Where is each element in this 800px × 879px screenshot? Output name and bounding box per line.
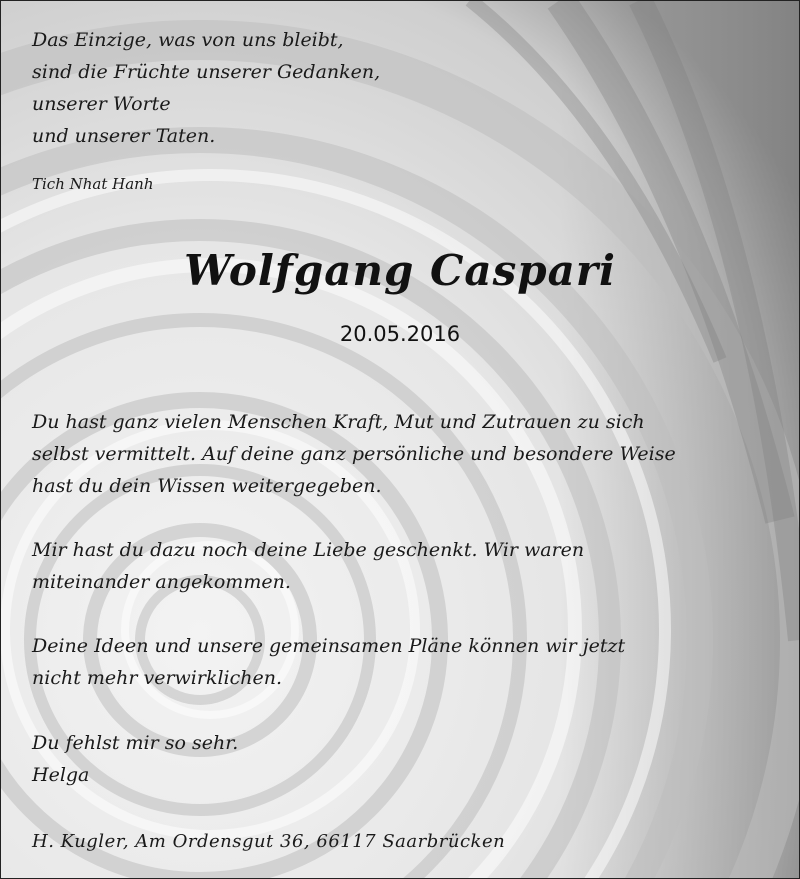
message-line: nicht mehr verwirklichen. — [32, 667, 283, 689]
message-line: hast du dein Wissen weitergegeben. — [32, 475, 382, 497]
signature-name: Helga — [32, 764, 90, 786]
deceased-name: Wolfgang Caspari — [184, 246, 616, 295]
message-paragraph — [32, 406, 752, 502]
message-line: selbst vermittelt. Auf deine ganz persönliche und besondere Weise — [32, 443, 676, 465]
sender-address: H. Kugler, Am Ordensgut 36, 66117 Saarbrücken — [32, 831, 506, 852]
date-of-death: 20.05.2016 — [339, 322, 461, 346]
quote-block — [32, 24, 752, 152]
closing-paragraph — [32, 727, 752, 791]
message-line: Mir hast du dazu noch deine Liebe geschenkt. Wir waren — [32, 539, 585, 561]
message-paragraph — [32, 534, 752, 598]
message-line: Du hast ganz vielen Menschen Kraft, Mut und Zutrauen zu sich — [32, 411, 645, 433]
message-line: Du fehlst mir so sehr. — [32, 732, 239, 754]
quote-line: Das Einzige, was von uns bleibt, — [32, 29, 344, 51]
quote-line: und unserer Taten. — [32, 125, 216, 147]
quote-line: unserer Worte — [32, 93, 171, 115]
message-line: Deine Ideen und unsere gemeinsamen Pläne können wir jetzt — [32, 635, 626, 657]
message-paragraph — [32, 630, 752, 694]
quote-line: sind die Früchte unserer Gedanken, — [32, 61, 381, 83]
message-line: miteinander angekommen. — [32, 571, 291, 593]
quote-author: Tich Nhat Hanh — [32, 175, 154, 193]
